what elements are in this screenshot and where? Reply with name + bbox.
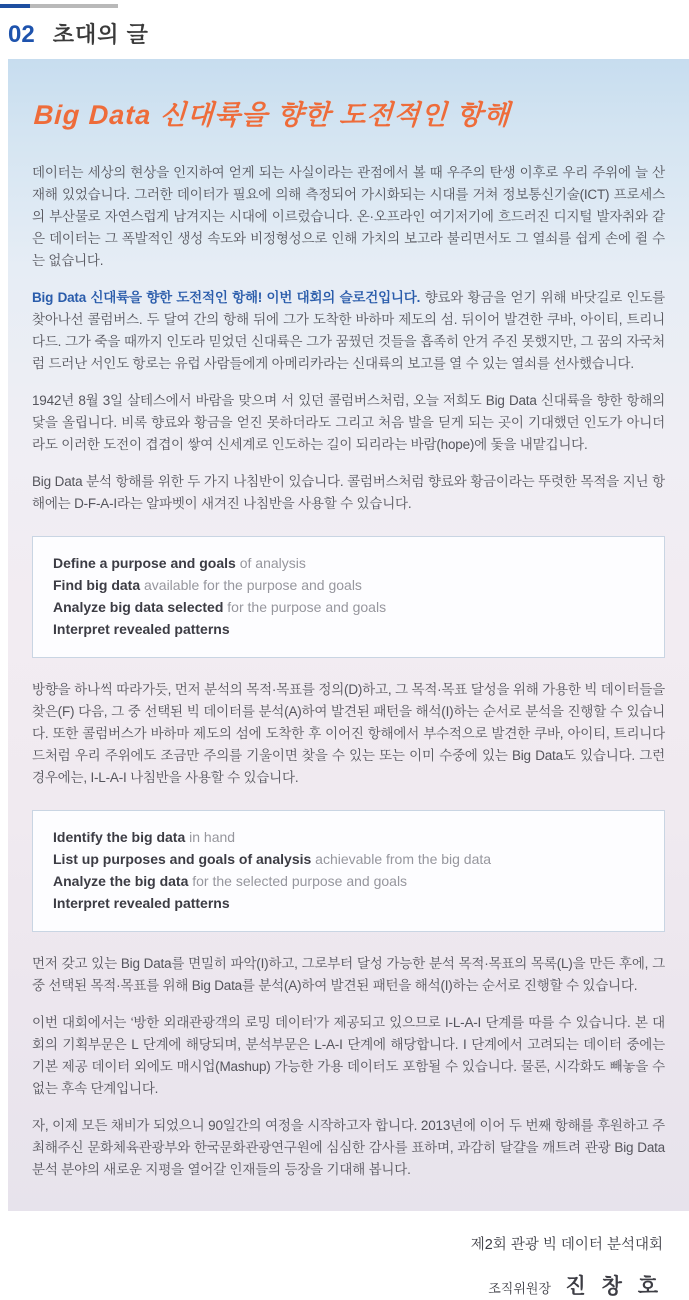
dfai-step-define-rest: of analysis <box>235 555 306 571</box>
ilai-step-list-rest: achievable from the big data <box>311 851 492 867</box>
ilai-steps-box <box>32 810 665 932</box>
document-title: Big Data 신대륙을 향한 도전적인 항해 <box>33 100 512 130</box>
header-accent-bar <box>0 4 118 8</box>
dfai-step-analyze-rest: for the purpose and goals <box>223 599 387 615</box>
dfai-step-analyze-lead: Analyze big data selected <box>53 599 224 615</box>
page-header <box>0 0 689 49</box>
dfai-step-find-lead: Find big data <box>53 577 141 593</box>
paragraph-columbus: 1942년 8월 3일 살테스에서 바람을 맞으며 서 있던 콜럼버스처럼, 오늘 저희도 Big Data 신대륙을 향한 항해의 닻을 올립니다. 비록 향료와 황금을 얻진 못하더라도 그리고 처음 발을 딛게 되는 곳이 기대했던 인도가 아니더라도 이러한 도전이 겹겹이 쌓여 신세계로 인도하는 길이 되리라는 바람(hope)에 돛을 내맡깁니다. <box>32 393 665 452</box>
accent-bar-blue-segment <box>0 4 30 8</box>
ilai-step-identify-lead: Identify the big data <box>53 829 186 845</box>
ilai-step-interpret <box>53 892 644 914</box>
signature-event-name: 제2회 관광 빅 데이터 분석대회 <box>470 1237 663 1253</box>
slogan-highlight: Big Data 신대륙을 향한 도전적인 항해! 이번 대회의 슬로건입니다. <box>32 290 421 305</box>
ilai-step-list-lead: List up purposes and goals of analysis <box>53 851 312 867</box>
section-title: 초대의 글 <box>52 22 149 47</box>
paragraph-ilai-explain: 먼저 갖고 있는 Big Data를 면밀히 파악(I)하고, 그로부터 달성 가능한 분석 목적·목표의 목록(L)을 만든 후에, 그 중 선택된 목적·목표를 위해 Big Data를 분석(A)하여 발견된 패턴을 해석(I)하는 순서로 진행할 수 있습니다. <box>32 956 665 993</box>
section-number: 02 <box>8 21 35 48</box>
ilai-step-identify-rest: in hand <box>185 829 236 845</box>
accent-bar-gray-segment <box>30 4 118 8</box>
ilai-step-interpret-lead: Interpret revealed patterns <box>53 895 230 911</box>
dfai-step-find-rest: available for the purpose and goals <box>140 577 362 593</box>
ilai-step-analyze-rest: for the selected purpose and goals <box>188 873 408 889</box>
content-panel <box>8 59 689 1298</box>
dfai-step-define-lead: Define a purpose and goals <box>53 555 236 571</box>
dfai-steps-box <box>32 536 665 658</box>
paragraph-intro: 데이터는 세상의 현상을 인지하여 얻게 되는 사실이라는 관점에서 볼 때 우주의 탄생 이후로 우리 주위에 늘 산재해 있었습니다. 그러한 데이터가 필요에 의해 측정되어 가시화되는 시대를 거쳐 정보통신기술(ICT) 프로세스의 부산물로 자연스럽게 남겨지는 시대에 이르렀습니다. 온·오프라인 여기저기에 흐드러진 디지털 발자취와 같은 데이터는 그 폭발적인 생성 속도와 비정형성으로 인해 가치의 보고라 불리면서도 그 열쇠를 쉽게 손에 쥘 수는 없습니다. <box>32 165 665 268</box>
ilai-step-analyze <box>53 870 644 892</box>
dfai-step-define <box>53 552 644 574</box>
signature-role: 조직위원장 <box>488 1281 552 1296</box>
ilai-step-identify <box>53 826 644 848</box>
paragraph-contest-data: 이번 대회에서는 ‘방한 외래관광객의 로밍 데이터’가 제공되고 있으므로 I-L-A-I 단계를 따를 수 있습니다. 본 대회의 기획부문은 L 단계에 해당되며, 분석부문은 L-A-I 단계에 해당합니다. I 단계에서 고려되는 데이터 중에는 기본 제공 데이터 외에도 매시업(Mashup) 가능한 가용 데이터도 포함될 수 있습니다. 물론, 시각화도 빼놓을 수 없는 후속 단계입니다. <box>32 1015 665 1096</box>
paragraph-closing: 자, 이제 모든 채비가 되었으니 90일간의 여정을 시작하고자 합니다. 2013년에 이어 두 번째 항해를 후원하고 주최해주신 문화체육관광부와 한국문화관광연구원에 심심한 감사를 표하며, 과감히 달걀을 깨트려 관광 Big Data 분석 분야의 새로운 지평을 열어갈 인재들의 등장을 기대해 봅니다. <box>32 1118 665 1177</box>
ilai-step-analyze-lead: Analyze the big data <box>53 873 189 889</box>
dfai-step-find <box>53 574 644 596</box>
ilai-step-list <box>53 848 644 870</box>
signature-name: 진 창 호 <box>565 1275 663 1298</box>
signature-block <box>32 1233 665 1300</box>
slogan-rest: 향료와 황금을 얻기 위해 바닷길로 인도를 찾아나선 콜럼버스. 두 달여 간의 항해 뒤에 그가 도착한 바하마 제도의 섬. 뒤이어 발견한 쿠바, 아이티, 트리니다드. 그가 죽을 때까지 인도라 믿었던 신대륙은 그가 꿈꿨던 것들을 흡족히 안겨 주진 못했지만, 그 꿈의 자국처럼 드러난 서인도 항로는 유럽 사람들에게 아메리카라는 신대륙의 보고를 열 수 있는 열쇠를 선사했습니다. <box>32 290 665 371</box>
dfai-step-interpret <box>53 618 644 640</box>
paragraph-slogan <box>32 287 665 375</box>
paragraph-compass: Big Data 분석 항해를 위한 두 가지 나침반이 있습니다. 콜럼버스처럼 향료와 황금이라는 뚜렷한 목적을 지닌 항해에는 D-F-A-I라는 알파벳이 새겨진 나침반을 사용할 수 있습니다. <box>32 474 665 511</box>
dfai-step-interpret-lead: Interpret revealed patterns <box>53 621 230 637</box>
dfai-step-analyze <box>53 596 644 618</box>
paragraph-dfai-explain: 방향을 하나씩 따라가듯, 먼저 분석의 목적·목표를 정의(D)하고, 그 목적·목표 달성을 위해 가용한 빅 데이터들을 찾은(F) 다음, 그 중 선택된 빅 데이터를 분석(A)하여 발견된 패턴을 해석(I)하는 순서로 분석을 진행할 수 있습니다. 또한 콜럼버스가 바하마 제도의 섬에 도착한 후 이어진 항해에서 부수적으로 발견한 쿠바, 아이티, 트리니다드처럼 우리 주위에도 조금만 주의를 기울이면 찾을 수 있는 또는 이미 수중에 있는 Big Data도 있습니다. 그런 경우에는, I-L-A-I 나침반을 사용할 수 있습니다. <box>32 682 665 785</box>
